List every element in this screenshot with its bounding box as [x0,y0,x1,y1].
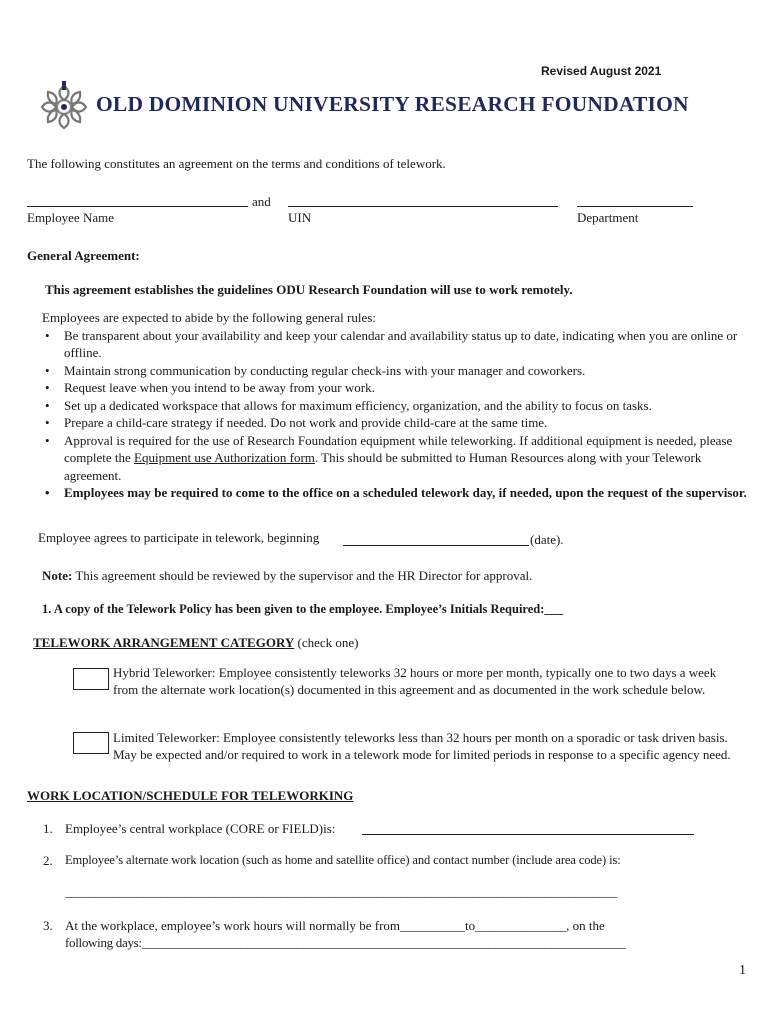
equipment-form-link[interactable]: Equipment use Authorization form [134,450,315,465]
limited-option-text: Limited Teleworker: Employee consistently teleworks less than 32 hours per month on a sporadic or task driven basis. May be expected and/or required to work in a telework mode for limited periods in response to a specific agency need. [113,730,731,762]
rules-list [42,327,748,502]
work-hours-line[interactable]: At the workplace, employee’s work hours will normally be from__________to______________, on the [65,918,605,933]
work-days-line[interactable]: following days:______________________________________________________________________________ [65,935,626,950]
item-number: 2. [43,853,53,868]
alternate-location-field[interactable]: ____________________________________________________________________________________________ [65,884,617,899]
note-label: Note: [42,568,73,583]
start-date-field[interactable] [343,533,529,546]
category-heading [33,635,359,651]
policy-text: A copy of the Telework Policy has been given to the employee. Employee’s Initials Required:___ [53,602,564,616]
list-item: • Be transparent about your availability and keep your calendar and availability status up to date, indicating when you are online or offline. [42,327,748,362]
employee-name-label: Employee Name [27,210,114,225]
intro-text: The following constitutes an agreement on the terms and conditions of telework. [27,156,446,171]
list-item: • Prepare a child-care strategy if needed. Do not work and provide child-care at the same time. [42,414,748,432]
list-item: • Maintain strong communication by conducting regular check-ins with your manager and coworkers. [42,362,748,380]
uin-label: UIN [288,210,312,225]
uin-field[interactable] [288,194,558,207]
list-item: • Set up a dedicated workspace that allows for maximum efficiency, organization, and the ability to focus on tasks. [42,397,748,415]
page-number: 1 [739,963,746,978]
list-item [42,432,748,485]
item-number: 1. [43,821,53,836]
hybrid-option-text: Hybrid Teleworker: Employee consistently teleworks 32 hours or more per month, typically one to two days a week from the alternate work location(s) documented in this agreement and as documented in the work schedule below. [113,665,717,697]
rules-section [42,309,748,502]
limited-checkbox[interactable] [73,732,109,754]
revised-date: Revised August 2021 [541,64,662,78]
central-workplace-field[interactable] [362,822,694,835]
note [42,568,532,584]
participation-text: Employee agrees to participate in telework, beginning [38,530,320,545]
date-suffix: (date). [530,532,564,547]
category-title: TELEWORK ARRANGEMENT CATEGORY [33,635,295,650]
policy-number: 1. [42,602,52,616]
list-item: • Request leave when you intend to be away from your work. [42,379,748,397]
general-agreement-heading: General Agreement: [27,248,140,263]
department-label: Department [577,210,639,225]
department-field[interactable] [577,194,693,207]
alternate-location-label: Employee’s alternate work location (such as home and satellite office) and contact number (include area code) is: [65,853,621,867]
odu-logo-icon [32,80,96,134]
note-text: This agreement should be reviewed by the supervisor and the HR Director for approval. [72,568,533,583]
and-word: and [252,194,271,209]
item-number: 3. [43,918,53,933]
hybrid-checkbox[interactable] [73,668,109,690]
schedule-heading: WORK LOCATION/SCHEDULE FOR TELEWORKING [27,788,354,803]
rules-intro: Employees are expected to abide by the following general rules: [42,310,376,325]
central-workplace-label: Employee’s central workplace (CORE or FIELD)is: [65,821,336,836]
org-name: OLD DOMINION UNIVERSITY RESEARCH FOUNDATION [96,92,689,116]
employee-name-field[interactable] [27,194,248,207]
approval-rule-text: Approval is required for the use of Research Foundation equipment while teleworking. If additional equipment is needed, please complete the [64,432,733,465]
policy-line [42,602,563,617]
list-item: • Employees may be required to come to the office on a scheduled telework day, if needed, upon the request of the supervisor. [42,484,748,502]
category-hint: (check one) [294,635,359,650]
agreement-statement: This agreement establishes the guidelines ODU Research Foundation will use to work remotely. [45,282,573,297]
approval-rule-text-end: . This should be submitted to Human Resources along with your Telework agreement. [64,450,702,483]
